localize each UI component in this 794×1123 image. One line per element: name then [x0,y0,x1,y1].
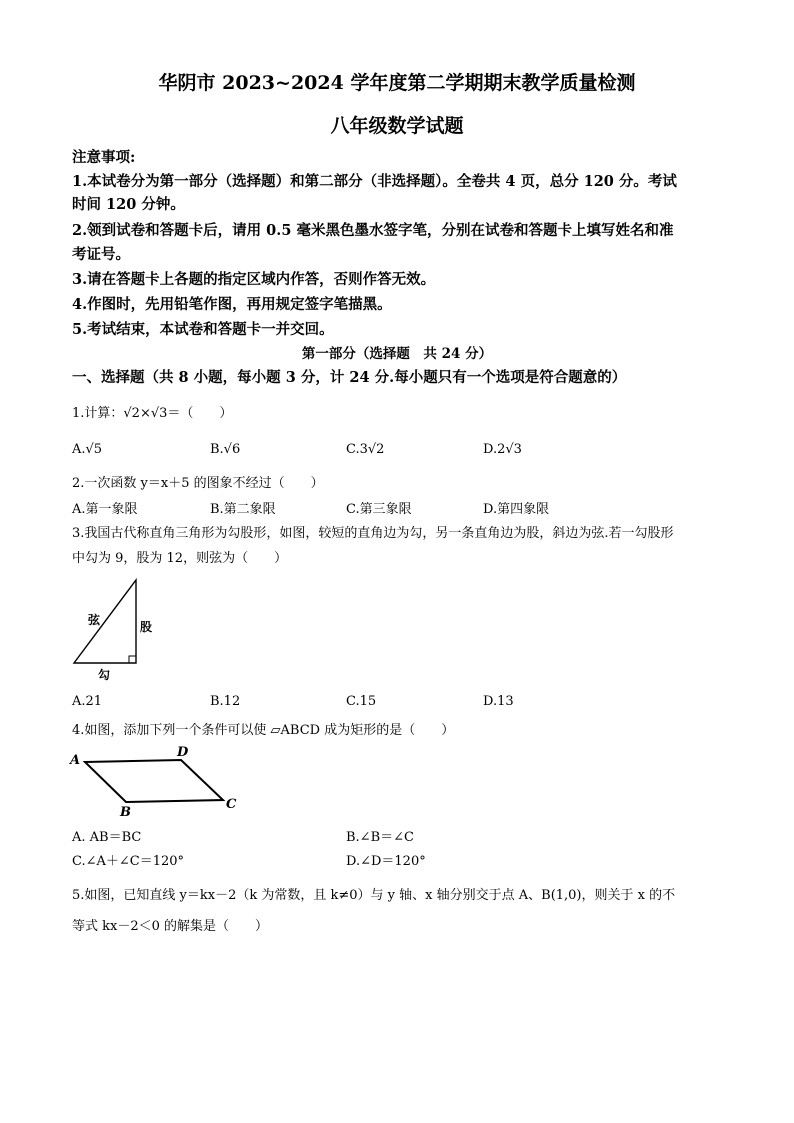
question-stem: 5.如图，已知直线 y＝kx－2（k 为常数，且 k≠0）与 y 轴、x 轴分别交于点 A、B(1,0)，则关于 x 的不 [72,888,676,903]
vertex-c-label: C [226,797,237,812]
option: B.第二象限 [210,502,276,517]
option: B.√6 [210,442,241,457]
option: D.2√3 [483,442,522,457]
long-leg-label: 股 [140,620,153,634]
notice-heading: 注意事项: [72,149,136,166]
notice-line: 考证号。 [72,246,130,263]
parallelogram-shape [85,760,223,802]
triangle-shape [74,580,136,663]
right-angle-mark [129,656,136,663]
question-stem: 中勾为 9，股为 12，则弦为（ ） [72,551,288,566]
option: A. AB＝BC [72,830,142,845]
vertex-a-label: A [70,753,81,768]
option: D.∠D＝120° [346,854,426,869]
page-title: 华阴市 2023~2024 学年度第二学期期末教学质量检测 [158,72,636,94]
question-stem: 4.如图，添加下列一个条件可以使 ▱ABCD 成为矩形的是（ ） [72,723,455,738]
notice-line: 3.请在答题卡上各题的指定区域内作答，否则作答无效。 [72,271,436,288]
notice-line: 5.考试结束，本试卷和答题卡一并交回。 [72,321,334,338]
option: B.∠B＝∠C [346,830,414,845]
option: C.第三象限 [346,502,412,517]
option: C.∠A＋∠C＝120° [72,854,185,869]
page-subtitle: 八年级数学试题 [330,115,464,137]
notice-line: 2.领到试卷和答题卡后，请用 0.5 毫米黑色墨水签字笔，分别在试卷和答题卡上填写姓名和准 [72,222,674,239]
option: A.√5 [72,442,103,457]
question-stem: 1.计算：√2×√3＝（ ） [72,406,233,421]
parallelogram-figure [66,742,246,820]
right-triangle-figure [60,570,170,685]
notice-line: 时间 120 分钟。 [72,196,185,213]
option: D.13 [483,694,514,709]
vertex-b-label: B [120,805,131,820]
option: A.21 [72,694,103,709]
option: A.第一象限 [72,502,138,517]
notice-line: 4.作图时，先用铅笔作图，再用规定签字笔描黑。 [72,296,392,313]
question-stem: 2.一次函数 y＝x＋5 的图象不经过（ ） [72,476,324,491]
notice-line: 1.本试卷分为第一部分（选择题）和第二部分（非选择题）。全卷共 4 页，总分 120 分。考试 [72,173,677,190]
part-heading: 第一部分（选择题 共 24 分） [301,346,493,362]
option: D.第四象限 [483,502,550,517]
option: B.12 [210,694,241,709]
vertex-d-label: D [177,745,189,760]
question-stem: 3.我国古代称直角三角形为勾股形，如图，较短的直角边为勾，另一条直角边为股，斜边为弦.若一勾股形 [72,526,674,541]
option: C.15 [346,694,377,709]
question-stem: 等式 kx－2＜0 的解集是（ ） [72,919,269,934]
option: C.3√2 [346,442,385,457]
section-heading: 一、选择题（共 8 小题，每小题 3 分，计 24 分.每小题只有一个选项是符合题意的） [72,369,627,386]
hypotenuse-label: 弦 [88,613,101,627]
short-leg-label: 勾 [98,668,111,682]
